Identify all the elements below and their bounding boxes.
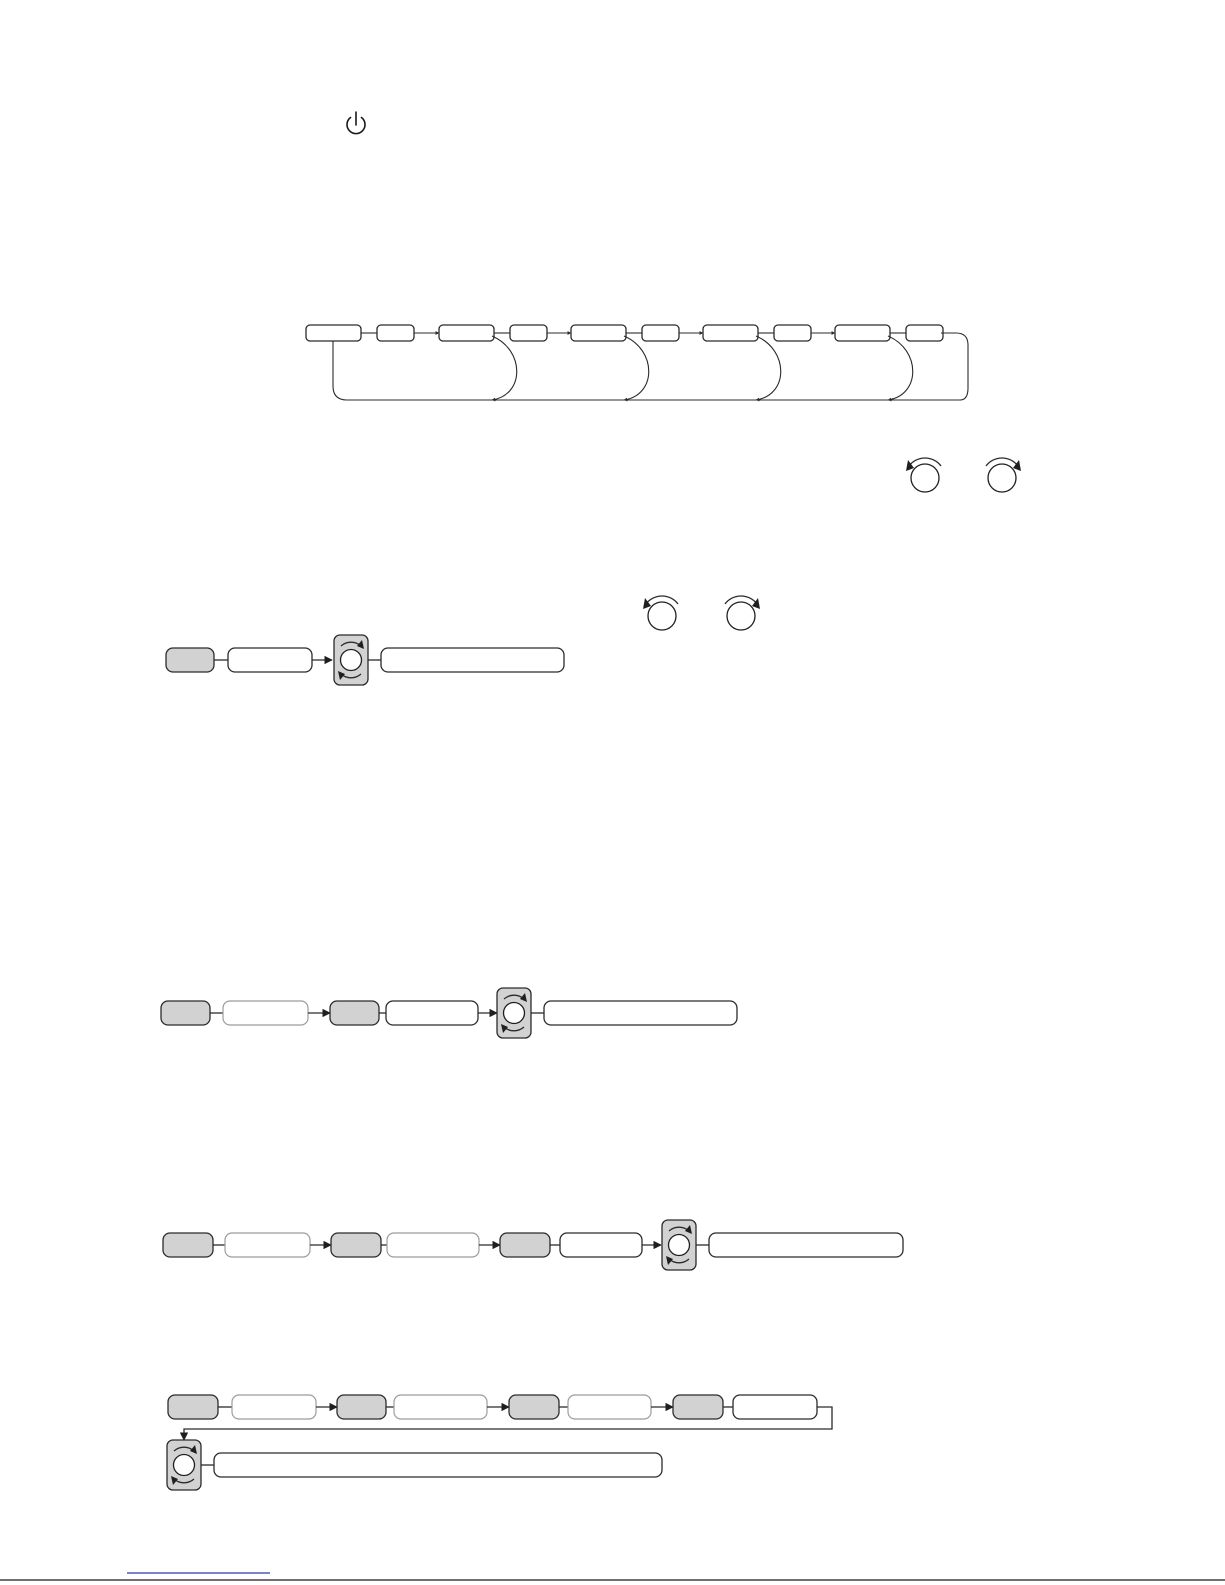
encoder-knob-icon [334,635,368,685]
button-box [161,1001,210,1025]
menu-box [774,325,811,341]
button-box [337,1395,386,1419]
button-box [163,1233,213,1257]
sequence-1 [166,635,564,685]
step-box-inactive [223,1001,308,1025]
encoder-knob-icon [497,988,531,1038]
step-box-inactive [225,1233,310,1257]
menu-box [703,325,758,341]
menu-box [571,325,626,341]
menu-cycle-diagram [306,325,968,400]
rotate-left-icon [906,458,941,492]
menu-box [377,325,414,341]
button-box [509,1395,559,1419]
button-box [331,1233,381,1257]
result-box [381,648,564,672]
step-box [733,1395,817,1419]
rotate-left-icon [643,596,678,630]
rotate-right-icon [725,596,760,630]
sequence-4 [167,1395,832,1490]
button-box [673,1395,723,1419]
sequence-2 [161,988,737,1038]
encoder-knob-icon [167,1440,201,1490]
step-box-inactive [568,1395,651,1419]
result-box [709,1233,903,1257]
rotate-right-icon [986,458,1021,492]
result-box [214,1453,662,1477]
sequence-3 [163,1220,903,1270]
menu-box [835,325,890,341]
step-box-inactive [387,1233,479,1257]
result-box [544,1001,737,1025]
step-box-inactive [394,1395,487,1419]
menu-box [439,325,494,341]
power-icon [347,112,365,134]
step-box [386,1001,478,1025]
step-box [560,1233,642,1257]
menu-box [906,325,943,341]
button-box [330,1001,379,1025]
menu-box [642,325,679,341]
button-box [500,1233,550,1257]
button-box [166,648,214,672]
step-box [228,648,312,672]
button-box [168,1395,218,1419]
step-box-inactive [232,1395,316,1419]
menu-box [306,325,361,341]
menu-box [510,325,547,341]
encoder-knob-icon [662,1220,696,1270]
